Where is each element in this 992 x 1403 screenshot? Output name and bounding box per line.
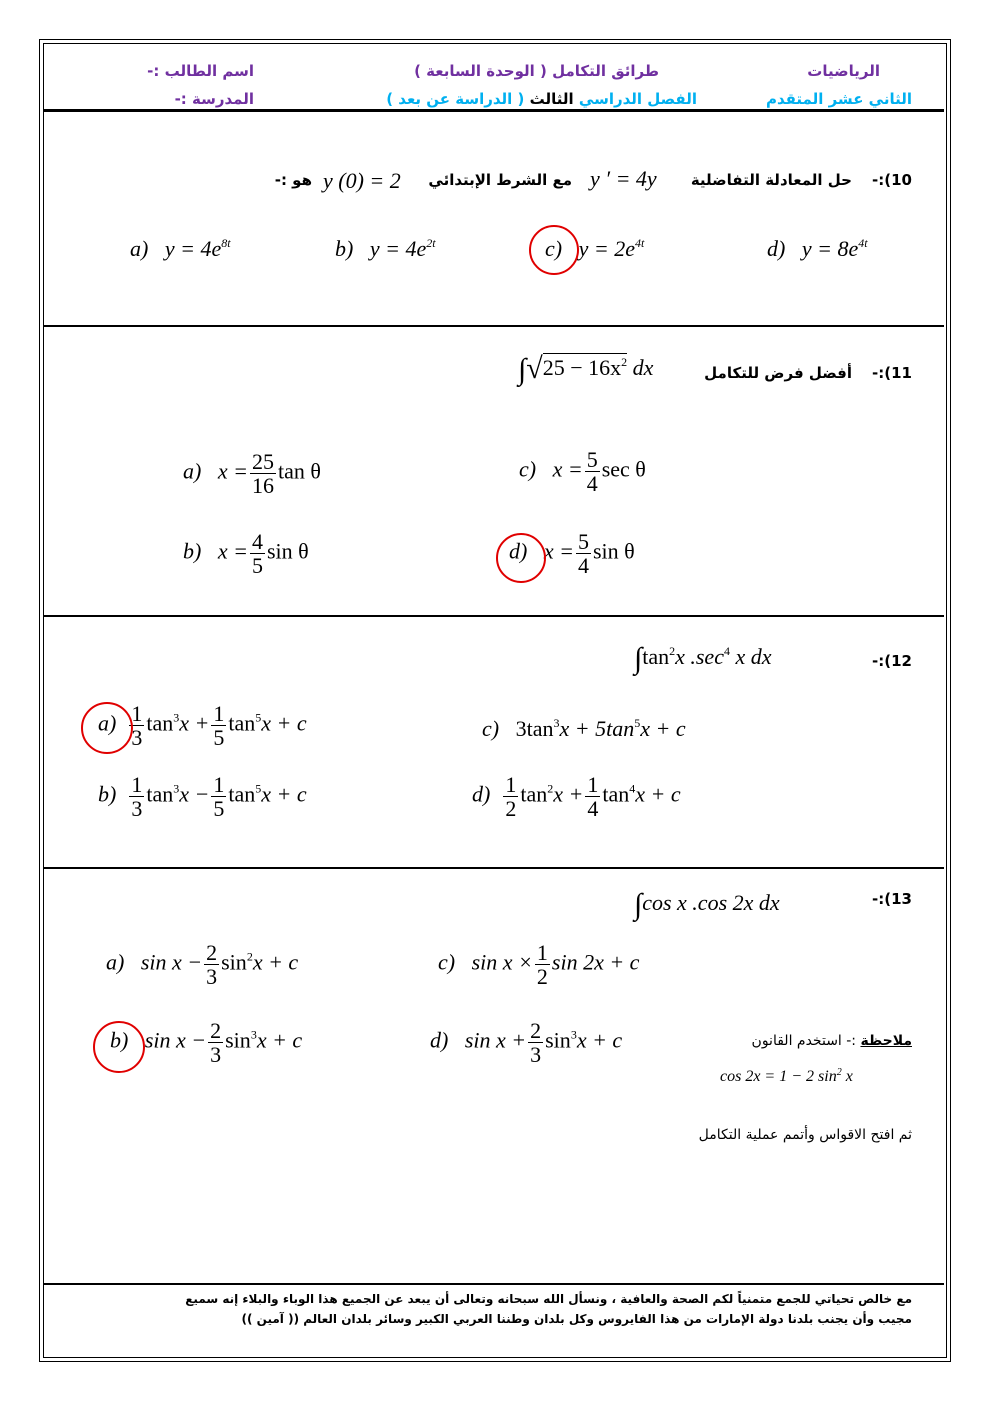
term-line bbox=[386, 90, 697, 108]
q12-divider bbox=[44, 867, 944, 869]
header-divider bbox=[44, 109, 944, 112]
subject-label: الرياضيات bbox=[807, 62, 880, 80]
q12-option-a[interactable]: a) $\frac{1}{3}$ $\tan^3x$ + $\frac{1}{5}$ $\tan^5x + c$ bbox=[98, 701, 307, 751]
q13-note-text: :- استخدم القانون bbox=[751, 1033, 861, 1049]
q13-note bbox=[752, 1033, 912, 1049]
q10-text-c: هو :- bbox=[274, 171, 312, 189]
term-prefix: الفصل الدراسي bbox=[573, 90, 697, 108]
worksheet-title: طرائق التكامل ( الوحدة السابعة ) bbox=[414, 62, 659, 80]
q11-integral: $\int√25 - 16x^2$ dx bbox=[518, 352, 654, 386]
q11-option-c[interactable]: c) x = $\frac{5}{4}$ sec θ bbox=[519, 447, 646, 497]
footer-divider bbox=[44, 1283, 944, 1285]
grade-label: الثاني عشر المتقدم bbox=[765, 90, 912, 108]
q10-equation: y ′ = 4y bbox=[590, 166, 657, 191]
q11-number: 11):- bbox=[872, 364, 912, 382]
q11-radicand: $25 - 16x^2$ bbox=[542, 355, 628, 380]
q12-option-c[interactable]: c) $3\tan^3x + 5\tan^5x + c$ bbox=[482, 716, 686, 741]
q10-initial-condition: y (0) = 2 bbox=[323, 168, 401, 193]
q13-number: 13):- bbox=[872, 890, 912, 908]
q10-text-a: حل المعادلة التفاضلية bbox=[690, 171, 852, 189]
q13-answer-circle bbox=[93, 1021, 145, 1073]
q13-identity: cos 2x = 1 − 2 $\sin^2 x$ bbox=[720, 1067, 853, 1085]
q10-option-d[interactable]: d) $y = 8e^{4t}$ bbox=[767, 236, 868, 261]
q13-option-b[interactable]: b) sin x − $\frac{2}{3}$ $\sin^3x + c$ bbox=[110, 1018, 303, 1068]
q11-answer-circle bbox=[496, 533, 546, 583]
q13-hint: ثم افتح الاقواس وأتمم عملية التكامل bbox=[698, 1127, 912, 1143]
q10-option-a[interactable]: a) $y = 4e^{8t}$ bbox=[130, 236, 231, 261]
q10-number: 10):- bbox=[872, 171, 912, 189]
q12-integral: $\int\tan^2x$ $.\sec^4$ x dx bbox=[634, 642, 772, 675]
q11-divider bbox=[44, 615, 944, 617]
q10-text-b: مع الشرط الإبتدائي bbox=[428, 171, 572, 189]
q13-note-label: ملاحظة bbox=[860, 1033, 912, 1049]
q10-option-c[interactable]: c) $y = 2e^{4t}$ bbox=[545, 236, 645, 261]
footer-line-2: مجيب وأن يجنب بلدنا دولة الإمارات من هذا الفايروس وكل بلدان وطننا العربي الكبير وسائر بلدان العالم (( آمين )) bbox=[241, 1312, 912, 1326]
q10-option-b[interactable]: b) $y = 4e^{2t}$ bbox=[335, 236, 436, 261]
term-suffix: ( الدراسة عن بعد ) bbox=[386, 90, 530, 108]
q11-text: أفضل فرض للتكامل bbox=[704, 364, 852, 382]
term-number: الثالث bbox=[529, 90, 574, 108]
q11-option-d[interactable]: d) x = $\frac{5}{4}$ sin θ bbox=[509, 529, 635, 579]
q11-option-a[interactable]: a) x = $\frac{25}{16}$ tan θ bbox=[183, 449, 321, 499]
q12-answer-circle bbox=[81, 702, 133, 754]
q13-option-d[interactable]: d) sin x + $\frac{2}{3}$ $\sin^3x + c$ bbox=[430, 1018, 623, 1068]
q10-answer-circle bbox=[529, 225, 579, 275]
q13-option-c[interactable]: c) sin x × $\frac{1}{2}$ sin 2x + c bbox=[438, 940, 640, 990]
q13-option-a[interactable]: a) sin x − $\frac{2}{3}$ $\sin^2x + c$ bbox=[106, 940, 299, 990]
q10-divider bbox=[44, 325, 944, 327]
q11-option-b[interactable]: b) x = $\frac{4}{5}$ sin θ bbox=[183, 529, 309, 579]
student-name-label: اسم الطالب :- bbox=[147, 62, 254, 80]
q12-number: 12):- bbox=[872, 652, 912, 670]
footer-line-1: مع خالص تحياتي للجمع متمنياً لكم الصحة والعافية ، ونسأل الله سبحانه وتعالى أن يبعد عن الجميع هذا الوباء والبلاء إنه سميع bbox=[185, 1292, 912, 1306]
q12-option-b[interactable]: b) $\frac{1}{3}$ $\tan^3x$ − $\frac{1}{5}$ $\tan^5x + c$ bbox=[98, 772, 307, 822]
school-label: المدرسة :- bbox=[174, 90, 254, 108]
q13-integral: ∫cos x .cos 2x dx bbox=[634, 888, 780, 921]
q12-option-d[interactable]: d) $\frac{1}{2}$ $\tan^2x$ + $\frac{1}{4}$ $\tan^4x + c$ bbox=[472, 772, 681, 822]
